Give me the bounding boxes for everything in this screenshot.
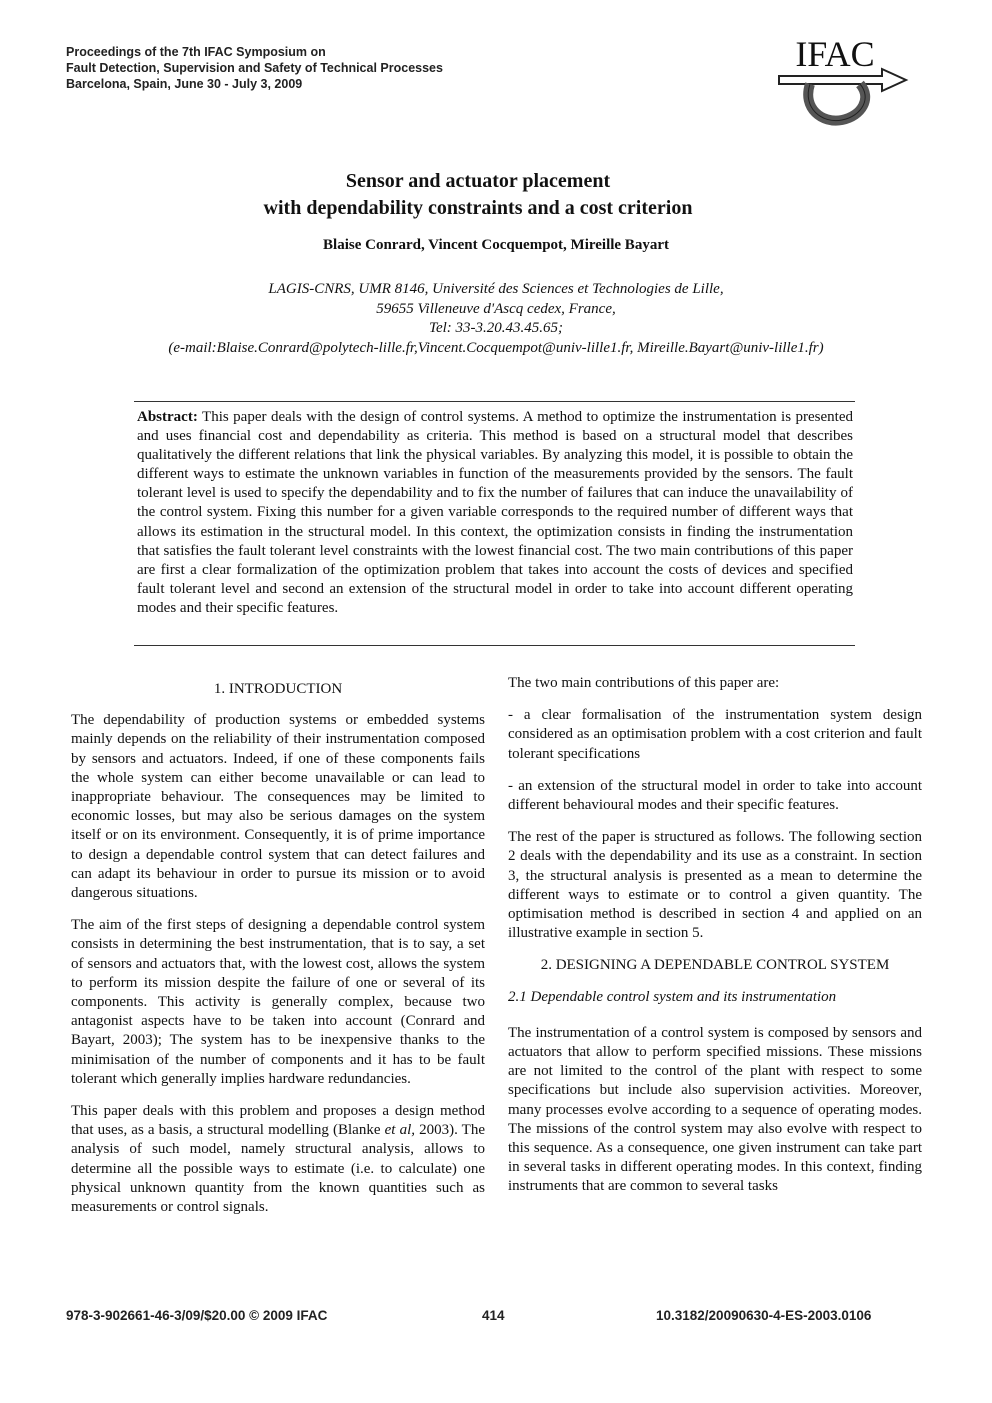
paragraph-text: 2003). The analysis of such model, namely structural analysis, allows to determine all the possible ways to estimate (i.e. to calculate) one physical unknown quantity from the known quantities such as measurements or control signals. bbox=[71, 1122, 486, 1216]
contribution-item: - a clear formalisation of the instrumentation system design considered as an optimisation problem with a cost criterion and fault tolerant specifications bbox=[508, 707, 922, 762]
abstract-label: Abstract: bbox=[137, 409, 198, 425]
affiliation-email: (e-mail:Blaise.Conrard@polytech-lille.fr,Vincent.Cocquempot@univ-lille1.fr, Mireille.Bayart@univ-lille1.fr) bbox=[168, 339, 824, 356]
right-column bbox=[508, 674, 922, 1210]
affiliation-line: Tel: 33-3.20.43.45.65; bbox=[428, 320, 564, 337]
paragraph-text: This paper deals with this problem and proposes a design method that uses, as a basis, a structural modelling (Blanke bbox=[71, 1103, 485, 1139]
paragraph: The instrumentation of a control system is composed by sensors and actuators that allow to perform specified missions. These missions are not limited to the control of the plant with respect to some specifications but include also supervision activities. Moreover, many processes evolve according to a sequence of operating modes. The missions of the control system may also evolve with respect to this sequence. As a consequence, one given instrument can take part in several tasks in different operating modes. In this context, finding instruments that are common to several tasks bbox=[508, 1024, 922, 1195]
proceedings-line: Fault Detection, Supervision and Safety of Technical Processes bbox=[66, 61, 443, 75]
proceedings-line: Barcelona, Spain, June 30 - July 3, 2009 bbox=[66, 77, 303, 91]
footer-isbn: 978-3-902661-46-3/09/$20.00 © 2009 IFAC bbox=[66, 1308, 328, 1323]
affiliation-line: LAGIS-CNRS, UMR 8146, Université des Sciences et Technologies de Lille, bbox=[268, 281, 724, 297]
abstract-top-rule bbox=[134, 401, 855, 402]
authors: Blaise Conrard, Vincent Cocquempot, Mireille Bayart bbox=[323, 237, 669, 253]
affiliation-line: 59655 Villeneuve d'Ascq cedex, France, bbox=[376, 300, 616, 317]
proceedings-line: Proceedings of the 7th IFAC Symposium on bbox=[66, 45, 326, 59]
abstract-bottom-rule bbox=[134, 645, 855, 646]
subsection-heading: 2.1 Dependable control system and its instrumentation bbox=[508, 988, 837, 1005]
title-line: with dependability constraints and a cost criterion bbox=[263, 197, 693, 219]
paragraph: The dependability of production systems or embedded systems mainly depends on the reliability of their instrumentation composed by sensors and actuators. Indeed, if one of these components fails the whole system can either become unavailable or can lead to inappropriate behaviour. The consequences may be limited to economic losses, but may also be serious damages on the system itself or on its environment. Consequently, it is of prime importance to design a dependable control system that can detect failures and can adapt its behaviour in order to pursue its mission or to avoid dangerous situations. bbox=[71, 712, 485, 902]
footer-page-number: 414 bbox=[482, 1308, 505, 1323]
footer-doi: 10.3182/20090630-4-ES-2003.0106 bbox=[656, 1308, 872, 1323]
paragraph: The aim of the first steps of designing a dependable control system consists in determining the best instrumentation, that is to say, a set of sensors and actuators that, with the lowest cost, allows the system to perform its mission despite the failure of one or several of its components. This activity is generally complex, because two antagonist aspects have to be taken into account (Conrard and Bayart, 2003); The system has to be inexpensive thanks to the minimisation of the number of components and it has to be fault tolerant which generally implies hardware redundancies. bbox=[71, 917, 485, 1087]
paper-title bbox=[0, 168, 956, 222]
contribution-item: - an extension of the structural model in order to take into account different behavioural modes and their specific features. bbox=[508, 777, 922, 814]
paragraph: The two main contributions of this paper are: bbox=[508, 675, 780, 691]
left-column bbox=[71, 674, 485, 1230]
section-heading-designing: 2. DESIGNING A DEPENDABLE CONTROL SYSTEM bbox=[540, 957, 890, 974]
abstract bbox=[137, 408, 853, 618]
proceedings-header bbox=[66, 44, 443, 92]
citation-et-al: et al, bbox=[384, 1122, 415, 1139]
ifac-logo bbox=[776, 34, 910, 126]
paragraph: The rest of the paper is structured as follows. The following section 2 deals with the dependability and its use as a constraint. In section 3, the structural analysis is presented as a mean to determine the different ways to estimate or to control a given quantity. The optimisation method is described in section 4 and applied on an illustrative example in section 5. bbox=[508, 829, 922, 942]
paragraph bbox=[71, 1102, 485, 1217]
affiliation bbox=[0, 280, 992, 358]
title-line: Sensor and actuator placement bbox=[345, 170, 611, 192]
ifac-logo-text: IFAC bbox=[795, 34, 875, 74]
section-heading-introduction: 1. INTRODUCTION bbox=[213, 681, 343, 697]
abstract-text: This paper deals with the design of control systems. A method to optimize the instrumentation is presented and uses financial cost and dependability as criteria. This method is based on a structural model that describes qualitatively the different relations that link the physical variables. By analyzing this model, it is possible to obtain the different ways to estimate the unknown variables in function of the measurements provided by the sensors. The fault tolerant level is used to specify the dependability and to fix the number of failures that can induce the unavailability of the control system. Fixing this number for a given variable corresponds to the required number of different ways that allows its estimation in the structural model. In this context, the optimization consists in finding the instrumentation that satisfies the fault tolerant level constraints with the lowest financial cost. The two main contributions of this paper are first a clear formalization of the optimization problem that takes into account the costs of devices and specified fault tolerant level and second an extension of the structural model in order to take into account different operating modes and their specific features. bbox=[137, 409, 853, 616]
